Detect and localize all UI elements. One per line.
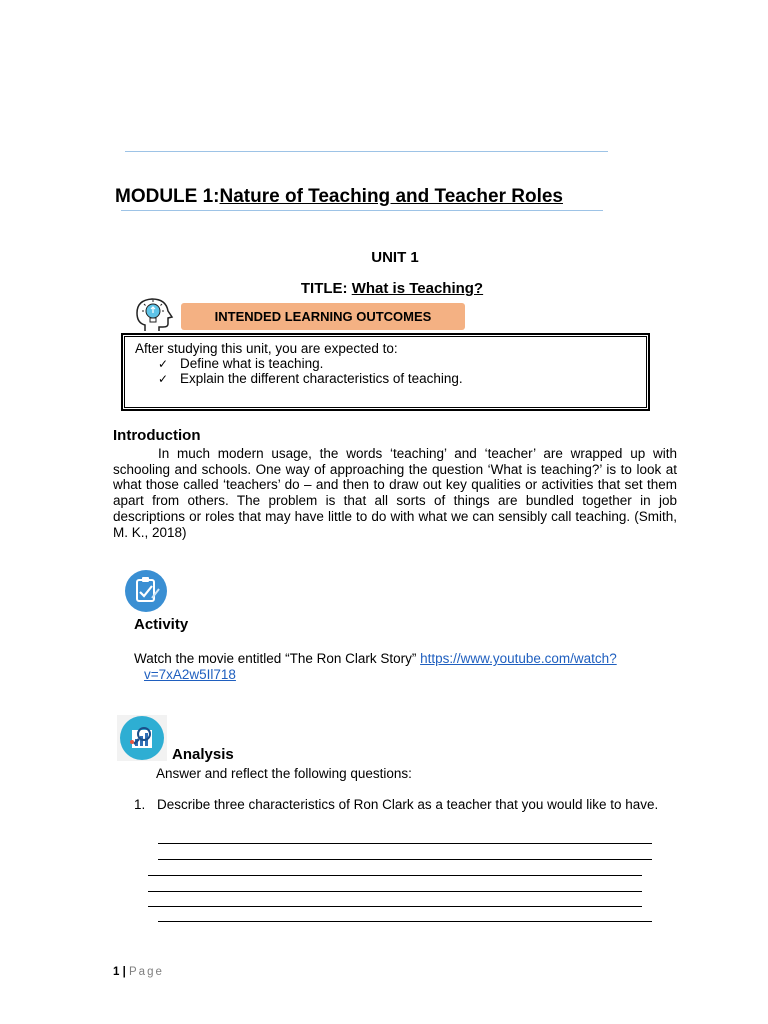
activity-heading: Activity: [134, 616, 189, 633]
clipboard-check-icon: [121, 569, 171, 613]
analysis-heading: Analysis: [172, 746, 234, 763]
outcomes-list: [158, 356, 463, 386]
outcome-text: Explain the different characteristics of teaching.: [180, 371, 463, 386]
unit-title-text: What is Teaching?: [351, 280, 484, 297]
youtube-link[interactable]: https://www.youtube.com/watch?: [420, 651, 617, 666]
answer-line[interactable]: [148, 875, 642, 876]
analysis-chart-icon: [117, 715, 167, 761]
activity-instruction: Watch the movie entitled “The Ron Clark Story”: [134, 651, 421, 666]
list-item: [158, 371, 463, 386]
answer-line[interactable]: [158, 859, 652, 860]
question-text: Describe three characteristics of Ron Clark as a teacher that you would like to have.: [157, 797, 659, 812]
analysis-lead: Answer and reflect the following questions:: [156, 766, 412, 781]
page-footer: [113, 966, 164, 978]
activity-text: [134, 651, 680, 682]
answer-line[interactable]: [148, 906, 642, 907]
outcomes-lead: After studying this unit, you are expected to:: [135, 341, 398, 356]
unit-title-prefix: TITLE:: [300, 280, 352, 297]
outcome-text: Define what is teaching.: [180, 356, 324, 371]
header-rule: [125, 151, 608, 152]
module-prefix: MODULE 1:: [115, 186, 220, 207]
answer-line[interactable]: [158, 843, 652, 844]
unit-title: [0, 280, 768, 297]
page-number: 1: [113, 966, 120, 978]
answer-line[interactable]: [158, 921, 652, 922]
check-icon: ✓: [158, 357, 169, 371]
answer-line[interactable]: [148, 891, 642, 892]
module-rule: [121, 210, 603, 211]
module-name: Nature of Teaching and Teacher Roles: [219, 186, 563, 207]
list-item: [158, 356, 463, 371]
page-label: Page: [129, 966, 164, 978]
question-number: 1.: [134, 797, 146, 812]
footer-separator: |: [119, 966, 130, 978]
youtube-link-continued[interactable]: v=7xA2w5Il718: [144, 666, 236, 682]
lightbulb-head-icon: [133, 297, 177, 333]
outcomes-heading: INTENDED LEARNING OUTCOMES: [181, 303, 465, 330]
unit-label: UNIT 1: [371, 249, 419, 266]
introduction-paragraph: In much modern usage, the words ‘teaching’ and ‘teacher’ are wrapped up with schooling and schools. One way of approaching the question ‘What is teaching?’ is to look at what those called ‘teachers’ do – and then to draw out key qualities or activities that set them apart from others. The problem is that all sorts of things are bundled together in job descriptions or roles that may have little to do with what we can sensibly call teaching. (Smith, M. K., 2018): [113, 446, 677, 540]
module-title: [115, 186, 563, 208]
introduction-heading: Introduction: [113, 427, 201, 444]
check-icon: ✓: [158, 372, 169, 386]
